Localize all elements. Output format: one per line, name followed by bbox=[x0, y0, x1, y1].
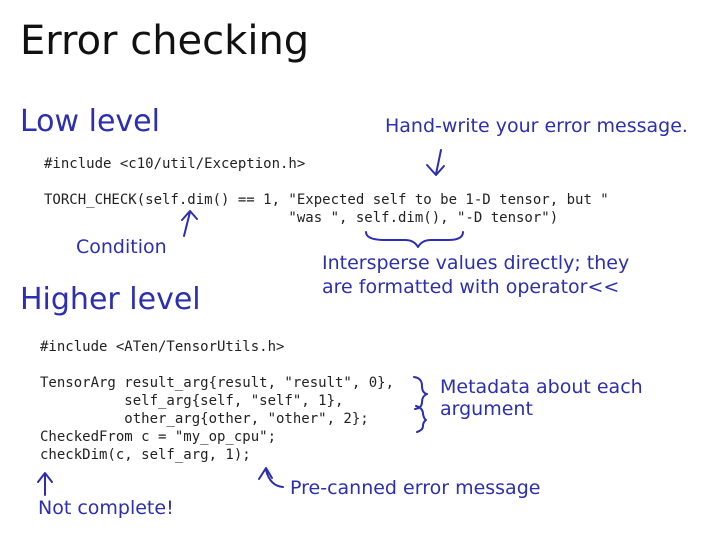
arrow-down-icon bbox=[427, 150, 444, 175]
right-brace-icon bbox=[416, 406, 426, 432]
code-line: checkDim(c, self_arg, 1); bbox=[40, 447, 251, 463]
arrow-up-icon bbox=[38, 473, 52, 495]
code-line: TensorArg result_arg{result, "result", 0}, bbox=[40, 375, 395, 391]
intersperse-note-line1: Intersperse values directly; they bbox=[322, 252, 630, 274]
handwrite-note: Hand-write your error message. bbox=[385, 115, 688, 137]
code-line: "was ", self.dim(), "-D tensor") bbox=[44, 210, 559, 226]
code-line: other_arg{other, "other", 2}; bbox=[40, 411, 369, 427]
higher-level-heading: Higher level bbox=[20, 282, 201, 317]
arrow-up-icon bbox=[182, 211, 197, 236]
arrow-up-left-icon bbox=[259, 468, 283, 487]
metadata-note: Metadata about each argument bbox=[440, 376, 643, 420]
low-level-heading: Low level bbox=[20, 104, 160, 139]
page-title: Error checking bbox=[20, 18, 310, 64]
code-line: #include <c10/util/Exception.h> bbox=[44, 156, 306, 172]
right-brace-icon bbox=[414, 377, 427, 409]
code-line: CheckedFrom c = "my_op_cpu"; bbox=[40, 429, 277, 445]
code-line: TORCH_CHECK(self.dim() == 1, "Expected self to be 1-D tensor, but " bbox=[44, 192, 609, 208]
intersperse-note-line2: are formatted with operator<< bbox=[322, 276, 620, 298]
condition-note: Condition bbox=[76, 236, 167, 258]
not-complete-note: Not complete! bbox=[38, 497, 174, 519]
code-line: self_arg{self, "self", 1}, bbox=[40, 393, 344, 409]
precanned-note: Pre-canned error message bbox=[290, 477, 541, 499]
curly-brace-icon bbox=[366, 232, 463, 247]
code-line: #include <ATen/TensorUtils.h> bbox=[40, 339, 285, 355]
